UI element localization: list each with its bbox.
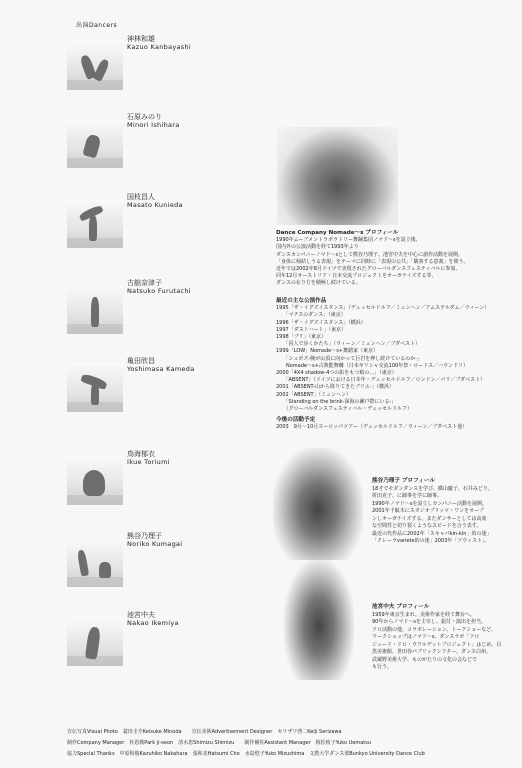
ikemiya-profile [372, 604, 518, 672]
dancer-name-jp: 神林和雄 [127, 35, 155, 43]
dancer-name-jp: 亀田欣昌 [127, 357, 155, 365]
dancer-photo [67, 456, 123, 505]
company-profile [276, 230, 506, 288]
works-line: 「囚人で歩くかたち」（ウィーン／ミュンヘン／ブダペスト） [276, 341, 421, 348]
company-text-line: ダンスの在り方を積極し続けている。 [276, 280, 361, 287]
dancer-photo [67, 363, 123, 412]
works-line: 1999「LOW」Nomade〜s+舞踏家（東京） [276, 348, 378, 355]
dancer-name-jp: 国枝昌人 [127, 193, 155, 201]
kumagai-line: 「クレーラvariete的の迷」2003年「ソウィスト」。 [372, 538, 490, 544]
plans-line: 2003 9月〜10月ヨーロッパツアー（デュッセルドルフ／ウィーン／ブダペスト他） [276, 424, 468, 431]
works-line: 1997「ダストハート」（東京） [276, 326, 347, 333]
ikemiya-line: 1959年東京生まれ。美術作家を経て舞台へ。 [372, 611, 476, 618]
company-group-photo [277, 127, 398, 225]
ikemiya-line: ワークショップはノマド〜s、ダンスラボ「ソロ [372, 634, 480, 640]
ikemiya-line: 黒美術館、世田谷パブリックシアター、ダンス白州、 [372, 649, 491, 655]
works-line: 「シュポズ-腕が山頂に向かって巨岩を押し続けているのか-」 [276, 355, 423, 362]
kumagai-line: 1990年ノマド〜sを設立しカンパニー活動を展開。 [372, 500, 487, 507]
works-line: 「マチスのダンス」（東京） [276, 312, 346, 319]
ikemiya-line: ソロ活動の他、コラボレーション、トークショーなど、 [372, 626, 497, 633]
works-line: （グローバルダンスフェスティバル・デュッセルドルフ） [276, 406, 413, 413]
plans-heading: 今後の活動予定 [276, 417, 316, 424]
works-line: 「ABSENT」（ドイツにおける日本年・デュッセルドルフ／ロンドン／パリ／ブダペスト） [276, 377, 486, 384]
ikemiya-line: ジュード・ドロ・ウワルデットプロジェクト」はじめ、目 [372, 641, 502, 648]
company-text-line: 「身体に帰結しうる表現」をテーマに同時に「表現の公共」「観客する意義」を問う。 [276, 258, 469, 265]
dancer-name-jp: 石原みのり [127, 113, 162, 121]
kumagai-line: な空間性と切り裂くようなスピードを合う表す。 [372, 523, 482, 529]
company-text-line: ダンスカンパニーノマド〜sとして熊谷乃理子、池宮中夫を中心に創作活動を展開。 [276, 251, 464, 258]
works-line: 2001「ABSENT-山から降りてきたブリエ-」（横浜） [276, 384, 394, 391]
works-line: 2002「ABSENT」（ミュンヘン） [276, 391, 352, 398]
company-title: Dance Company Nomade〜s プロフィール [276, 230, 399, 236]
ikemiya-line: 90年からノマド〜sを主宰し、振付・演出を担当。 [372, 619, 486, 625]
kumagai-title: 熊谷乃理子 プロフィール [372, 478, 435, 484]
dancer-photo [67, 285, 123, 334]
dancer-name-en: Noriko Kumagai [127, 540, 183, 548]
dancer-entry [67, 531, 277, 606]
dancer-entry [67, 449, 277, 524]
dancer-photo [67, 119, 123, 168]
ikemiya-line: 武蔵野美術大学、ものがたりの文化の会などで [372, 656, 478, 663]
dancer-entry [67, 192, 277, 267]
works-line: 1996「ザ・イグズイスタンス」（横浜） [276, 319, 366, 326]
dancer-name-en: Ikue Toriumi [127, 458, 170, 466]
ikemiya-line: も行う。 [372, 664, 393, 670]
dancer-name-jp: 鳥海郁衣 [127, 450, 155, 458]
company-text-line: 1990年ムーブメントラボラトリー舞踊集団ノマド〜sを設立後、 [276, 237, 421, 244]
dancer-name-en: Nakao Ikemiya [127, 619, 179, 627]
kumagai-profile [372, 478, 518, 546]
kumagai-line: ンしオーガナイズする。またダンサーとしては高度 [372, 515, 487, 522]
dancer-name-en: Yoshimasa Kameda [127, 365, 195, 373]
kumagai-photo [273, 448, 363, 560]
dancer-name-en: Kazuo Kanbayashi [127, 43, 192, 51]
dancer-name-en: Minori Ishihara [127, 121, 180, 129]
dancer-name-en: Natsuko Furutachi [127, 287, 191, 295]
dancer-entry [67, 278, 277, 353]
ikemiya-photo [284, 560, 354, 680]
dancer-entry [67, 112, 277, 187]
company-text-line: 近年では2002年8月ドイツで実現されたグローバルダンスフェスティバルに参加、 [276, 266, 461, 273]
dancer-name-jp: 池宮中夫 [127, 611, 155, 619]
credits-row: 制作Company Manager 朴恩敬Park ji-seon 清水恵Shimizu Shimizu 制作補佐Assistant Manager 植松侑子Yuko Uematsu [67, 740, 372, 746]
kumagai-line: 18才でモダンダンスを学び、横山慶子、石井みどり、 [372, 485, 493, 492]
works-heading: 最近の主な公演作品 [276, 298, 327, 304]
dancer-name-jp: 熊谷乃理子 [127, 532, 162, 540]
works-line: 1995「ザ・イグズイスタンス」（デュッセルドルフ／ミュンヘン／アムステルダム／ウィーン） [276, 305, 490, 312]
dancer-name-jp: 古舘奈津子 [127, 279, 162, 287]
company-text-line: 同年12月オーストリア・日本交流プロジェクトをオーガナイズする等、 [276, 273, 437, 280]
dancer-photo [67, 41, 123, 90]
dancer-entry [67, 34, 277, 109]
credits-row: 宣伝写真Visual Photo 蓑田圭介Keisuke Minoda 宣伝美術Advertisement Designer セリザワ啓二Keiji Serizawa [67, 729, 342, 735]
kumagai-line: 最近の代作品に2002年「スキャパkin-kin」的の迷」 [372, 530, 492, 537]
section-header: 出演Dancers [76, 22, 118, 29]
dancer-entry [67, 356, 277, 431]
works-line: 「Standing on the brink-深海の瀬戸際にいる-」 [276, 398, 397, 405]
works-line: 2000「4X4 shadow-4つの影をもつ箱の…」（東京） [276, 370, 397, 377]
credits-row: 協力Special Thanks 中原和俊Kazuhiko Nakahara 張和美Hatsumi Cho 水島悠子Yuko Mizushima 文教大学ダンス部Bunkyo University Dance Club [67, 751, 425, 757]
dancer-photo [67, 617, 123, 666]
works-line: 1998「ブリ」（東京） [276, 334, 327, 341]
works-line: Nomade〜s+古典能舞囃（日本ギリシャ交流100年祭・ロードス／ハウンドリ） [276, 362, 469, 369]
dancer-photo [67, 538, 123, 587]
kumagai-line: 2001年千駄木にスタジオブリッツ・ワンをオープ [372, 508, 484, 514]
ikemiya-title: 池宮中夫 プロフィール [372, 604, 430, 610]
company-text-line: 国内外の公演活動を経て1993年より [276, 244, 359, 251]
dancer-entry [67, 610, 277, 685]
dancer-name-en: Masato Kunieda [127, 201, 183, 209]
dancer-photo [67, 199, 123, 248]
works-list [276, 294, 512, 432]
kumagai-line: 折田克子、に師事を学に師事。 [372, 493, 443, 499]
